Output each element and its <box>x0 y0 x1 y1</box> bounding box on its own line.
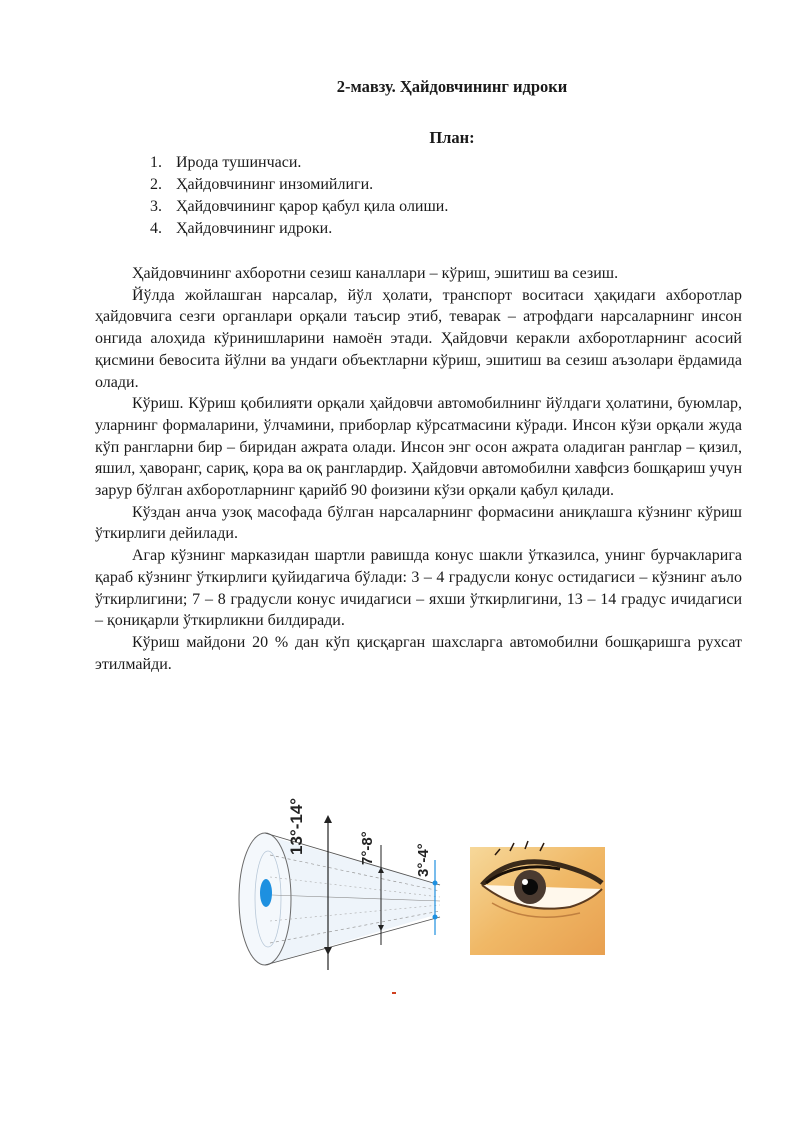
paragraph: Ҳайдовчининг ахборотни сезиш каналлари – кўриш, эшитиш ва сезиш. <box>132 265 619 282</box>
plan-item: 3. Ҳайдовчининг қарор қабул қила олиши. <box>150 198 449 215</box>
plan-item: 4. Ҳайдовчининг идроки. <box>150 220 333 237</box>
plan-heading: План: <box>429 128 475 147</box>
paragraph: Йўлда жойлашган нарсалар, йўл ҳолати, транспорт воситаси ҳақидаги ахборотлар ҳайдовчига сезги органлари орқали таъсир этиб, теварак – атрофдаги нарсаларнинг инсон онгида алоҳида кўринишларини намоён этади. Ҳайдовчи керакли ахборотларнинг асосий қисмини бевосита йўлни ва ундаги объектларни кўриш, эшитиш ва сезиш аъзолари ёрдамида олади. <box>95 286 742 391</box>
angle-label-inner: 3°-4° <box>415 843 432 877</box>
plan-list <box>150 152 448 240</box>
plan-item: 1. Ирода тушинчаси. <box>150 154 302 171</box>
body-text <box>95 263 742 675</box>
blue-center-spot <box>260 879 272 907</box>
arrow-head <box>324 815 332 823</box>
paragraph: Кўриш. Кўриш қобилияти орқали ҳайдовчи автомобилнинг йўлдаги ҳолатини, буюмлар, уларнинг формаларини, ўлчамини, приборлар кўрсатмасини кўради. Инсон кўзи орқали жуда кўп рангларни бир – биридан ажрата олади. Инсон энг осон ажрата оладиган ранглар – қизил, яшил, ҳаворанг, сариқ, қора ва оқ ранглардир. Ҳайдовчи автомобилни хавфсиз бошқариш учун зарур бўлган ахборотларнинг қарийб 90 фоизини кўзи орқали қабул қилади. <box>95 395 743 500</box>
plan-item: 2. Ҳайдовчининг инзомийлиги. <box>150 176 374 193</box>
blue-marker-dot <box>433 915 438 920</box>
eye-illustration <box>470 841 605 955</box>
angle-label-middle: 7°-8° <box>359 831 376 865</box>
document-title: 2-мавзу. Ҳайдовчининг идроки <box>336 77 568 96</box>
paragraph: Кўриш майдони 20 % дан кўп қисқарган шахсларга автомобилни бошқаришга рухсат этилмайди. <box>95 633 742 673</box>
paragraph: Агар кўзнинг марказидан шартли равишда конус шакли ўтказилса, унинг бурчакларига қараб кўзнинг ўткирлиги қуйидагича бўлади: 3 – 4 градусли конус остидагиси – кўзнинг аъло ўткирлигини; 7 – 8 градусли конус ичидагиси – яхши ўткирлигини, 13 – 14 градус ичидагиси – қониқарли ўткирликни билдиради. <box>95 547 742 630</box>
visual-acuity-cone-diagram <box>230 765 610 1000</box>
arrow-head <box>324 947 332 955</box>
angle-label-outer: 13°-14° <box>287 797 306 855</box>
paragraph: Кўздан анча узоқ масофада бўлган нарсаларнинг формасини аниқлашга кўзнинг кўриш ўткирлиги дейилади. <box>95 503 742 543</box>
blue-marker-dot <box>433 881 438 886</box>
